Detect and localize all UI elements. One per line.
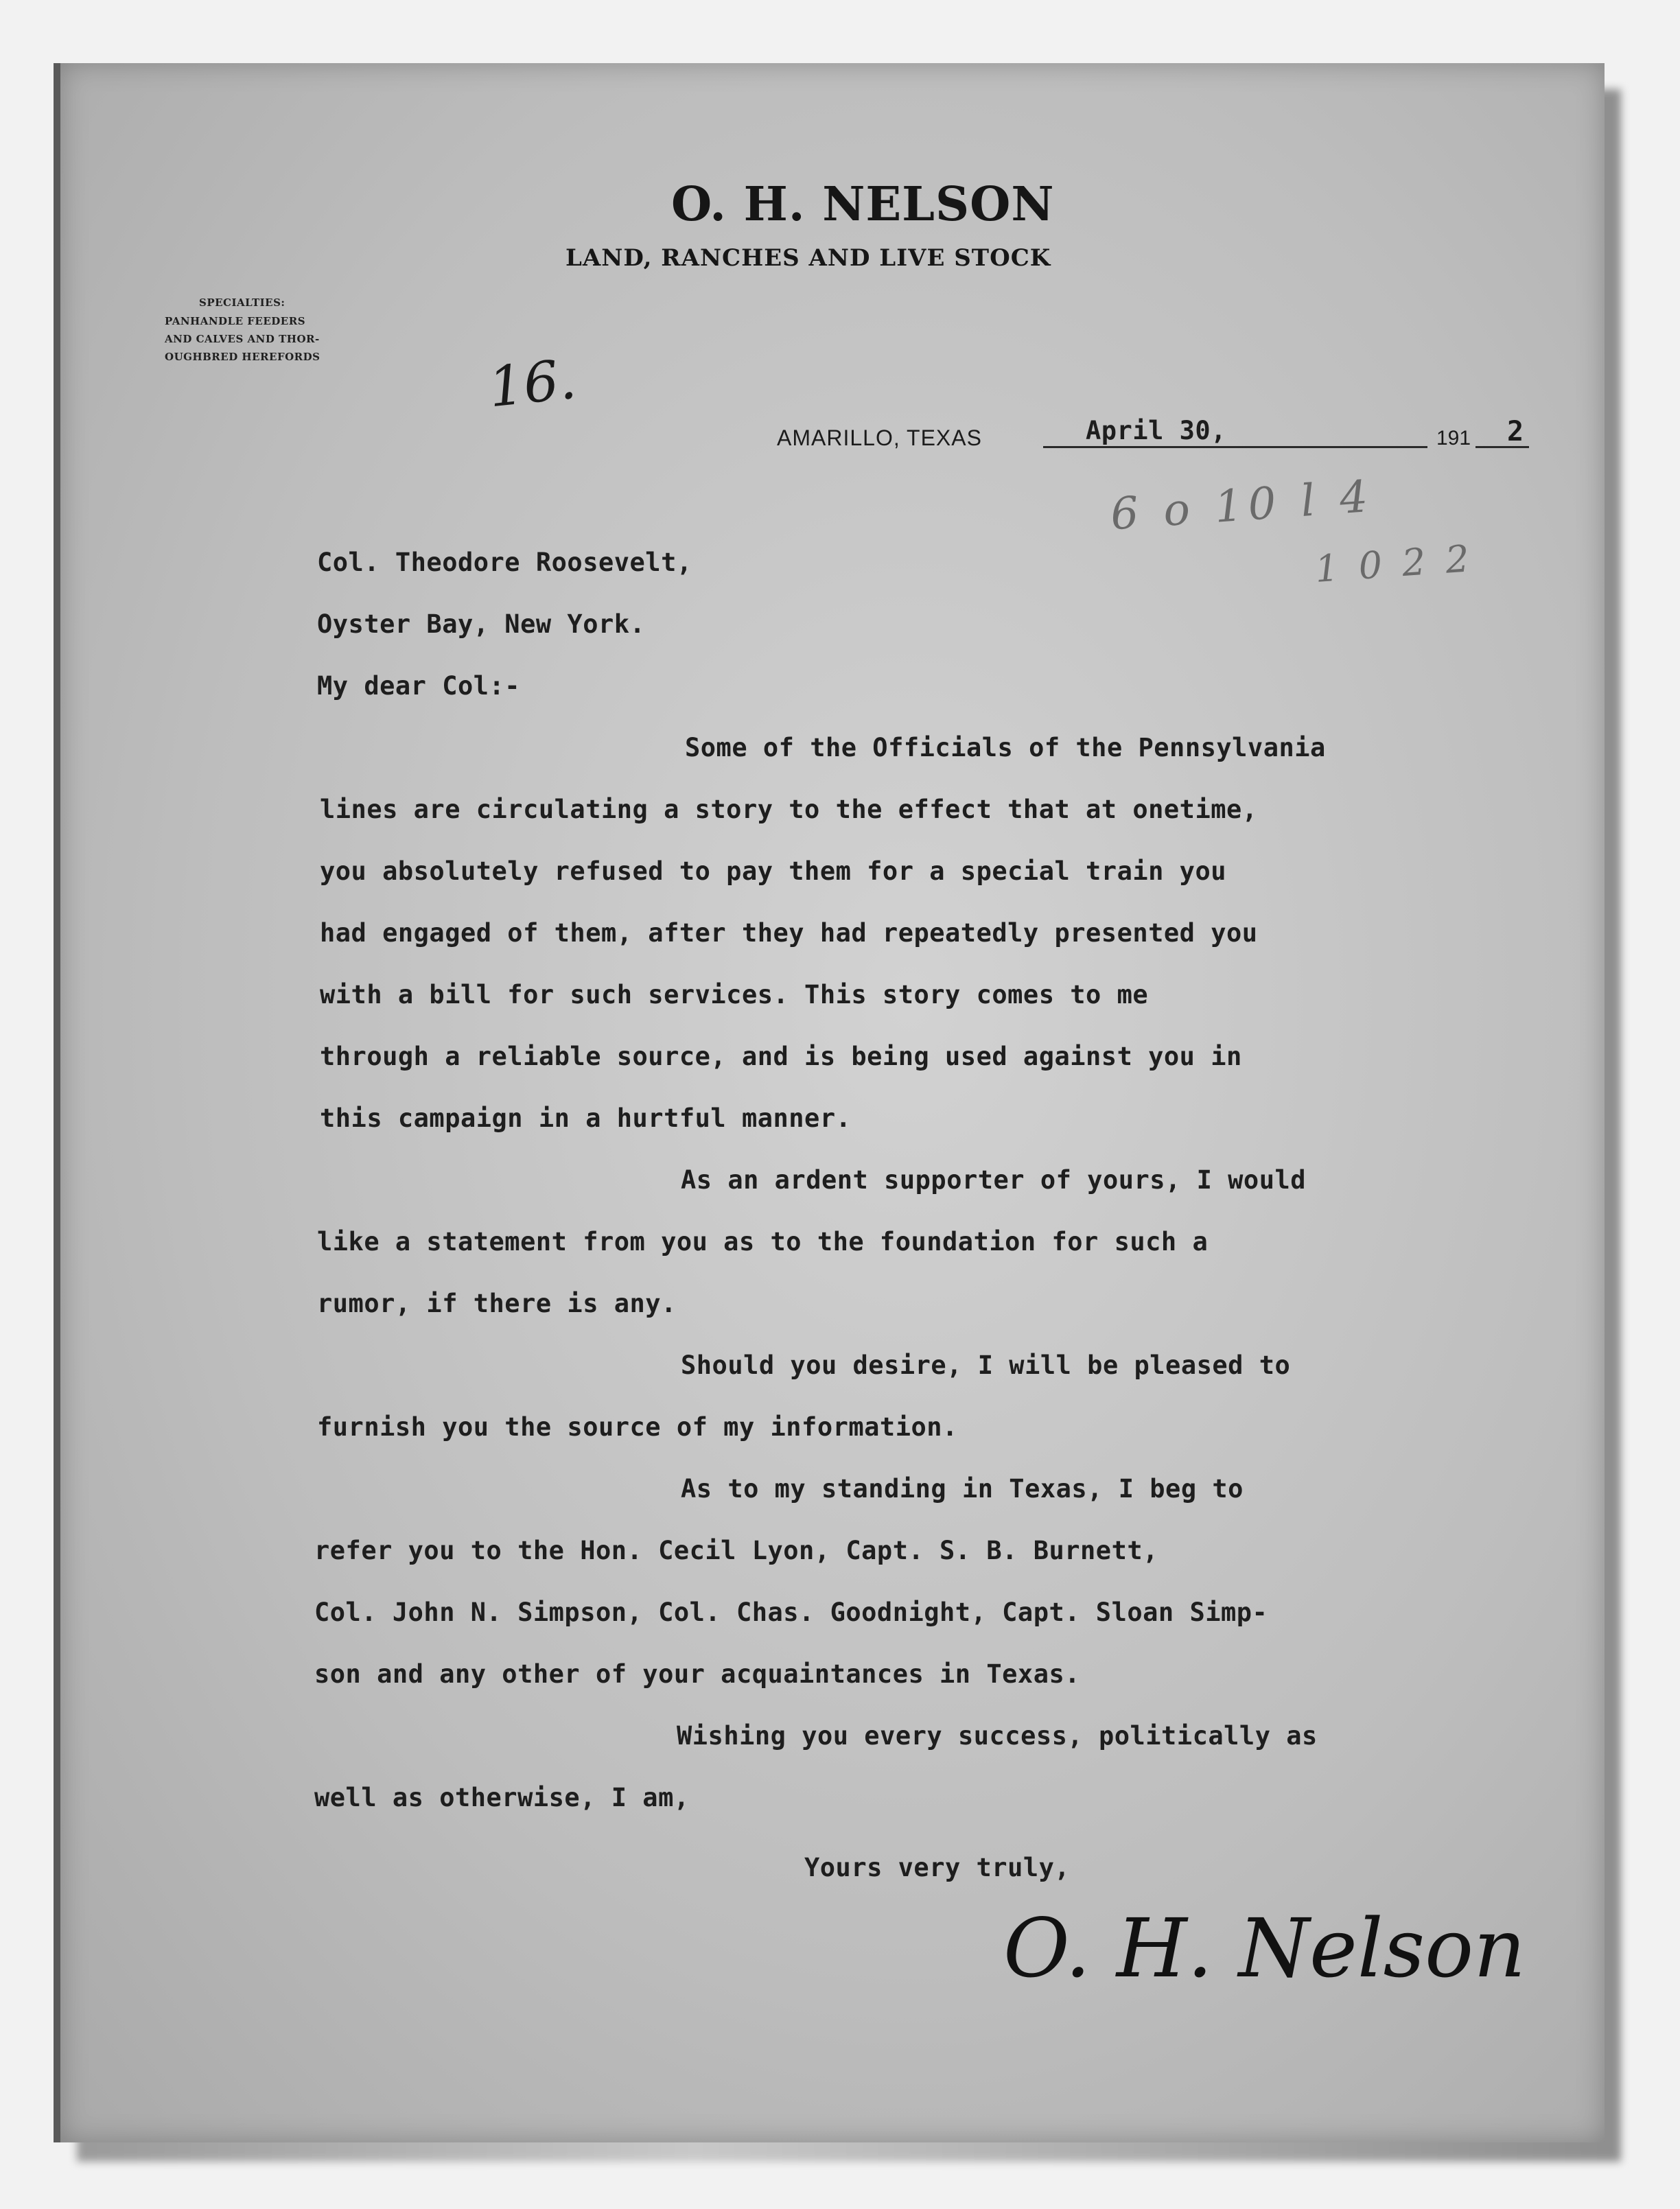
dateline-year-digit: 2: [1507, 416, 1524, 447]
dateline-place: AMARILLO, TEXAS: [777, 425, 982, 450]
body-line: refer you to the Hon. Cecil Lyon, Capt. S. B. Burnett,: [314, 1536, 1158, 1565]
company-name: O. H. NELSON: [671, 177, 1055, 232]
body-line: furnish you the source of my information.: [317, 1412, 958, 1442]
body-line: had engaged of them, after they had repeatedly presented you: [320, 918, 1258, 948]
body-line: son and any other of your acquaintances in Texas.: [314, 1659, 1081, 1689]
business-line: LAND, RANCHES AND LIVE STOCK: [565, 244, 1051, 272]
address-line: Oyster Bay, New York.: [317, 609, 646, 639]
body-line: lines are circulating a story to the effect that at onetime,: [320, 795, 1258, 824]
signature: O. H. Nelson: [1003, 1901, 1526, 1996]
body-line: this campaign in a hurtful manner.: [320, 1103, 852, 1133]
date-rule: [1043, 446, 1427, 448]
body-line: Col. John N. Simpson, Col. Chas. Goodnight, Capt. Sloan Simp-: [314, 1598, 1268, 1627]
body-line: like a statement from you as to the foundation for such a: [317, 1227, 1209, 1257]
body-line: As an ardent supporter of yours, I would: [681, 1165, 1307, 1195]
closing: Yours very truly,: [804, 1853, 1071, 1882]
body-line: well as otherwise, I am,: [314, 1783, 690, 1812]
salutation: My dear Col:-: [317, 671, 521, 701]
body-line: Wishing you every success, politically as: [677, 1721, 1318, 1751]
body-line: you absolutely refused to pay them for a special train you: [320, 856, 1227, 886]
handwritten-margin-note: 1 0 2 2: [1314, 537, 1475, 591]
body-line: As to my standing in Texas, I beg to: [681, 1474, 1244, 1504]
body-line: Should you desire, I will be pleased to: [681, 1351, 1291, 1380]
body-line: with a bill for such services. This story comes to me: [320, 980, 1149, 1009]
specialties-line: PANHANDLE FEEDERS: [165, 315, 306, 327]
specialties-title: SPECIALTIES:: [199, 296, 285, 309]
dateline-year-prefix: 191: [1436, 427, 1471, 449]
handwritten-number: 16.: [485, 347, 579, 420]
address-line: Col. Theodore Roosevelt,: [317, 548, 692, 577]
dateline-date: April 30,: [1086, 416, 1226, 445]
body-line: rumor, if there is any.: [317, 1289, 677, 1318]
body-line: through a reliable source, and is being used against you in: [320, 1042, 1242, 1071]
specialties-line: OUGHBRED HEREFORDS: [165, 351, 320, 363]
letter-page: [54, 63, 1605, 2142]
specialties-line: AND CALVES AND THOR-: [165, 333, 320, 345]
body-line: Some of the Officials of the Pennsylvania: [685, 733, 1326, 762]
handwritten-margin-note: 6 o 10 l 4: [1108, 471, 1375, 541]
